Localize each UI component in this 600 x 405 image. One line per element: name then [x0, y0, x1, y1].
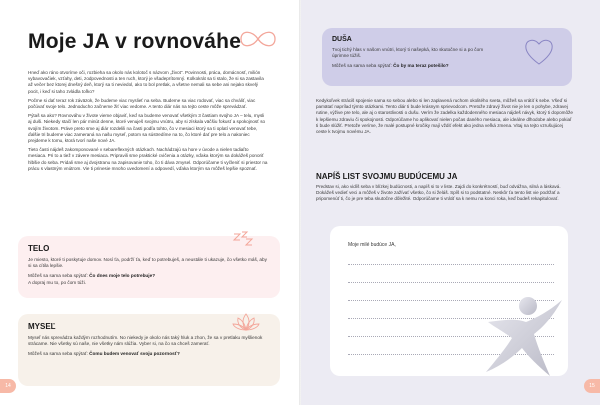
letter-greeting: Moje milé budúce JA, — [348, 242, 396, 248]
letter-heading: NAPÍŠ LIST SVOJMU BUDÚCEMU JA — [316, 172, 458, 181]
star-figure-illustration — [478, 292, 566, 378]
writing-line[interactable] — [348, 282, 554, 283]
letter-intro-text: Predstav si, ako vidíš seba v blízkej budúcnosti, a napíš si to v liste. Zajdi do konkrétností, buď odvážna, silná a láskavá. Dokážeš vedieť veci a môžeš v živote zažívať všetko, čo si želáš. Spíš si to podstatné. Neskôr ťa tento list vie podržať a pripomenúť ti, čo je pre teba skutočne dôležité. Odporúčame ti vrátiť sa k nemu na konci roka, keď budeš rekapitulovať. — [316, 184, 561, 202]
intro-paragraph: Hneď ako ráno otvoríme oči, rozbieha sa okolo nás kolotoč s názvom „život“. Povinnosti, práca, domácnosť, milión vybavovačiek, vzťahy, deti, zodpovednosti a ten ruch, ktorý je všadeprítomný. Kolkokrát sa ti stalo, že si sa zastavila až večer bez ktorej dnešný deň, ktorý sa ti neviedol, ako to bol pretlak, a všetne nemali sa sebe ani nejako skvelý pocit, i keď si taho zvládla toľko? — [28, 70, 264, 94]
writing-line[interactable] — [348, 264, 554, 265]
intro-paragraph: Pýtaš sa ako? Rovnováhu v živote vieme objaviť, keď sa budeme venovať všetkým 3 častiam svojho JA – telu, mysli aj duši. Niekedy stačí len pár minút denne, ktoré venuješ svojmu vnútru, aby si získala väčšiu fokusť a spokojnosť so svojím životom. Práve preto sme aj diár rozdelili na časti podľa tohto, čo v mesiaci ktorý sa ti oplatí venovať tebe, ďalšie tri budeme viac zameraná na našu myseľ, potom sa sústredíme na to, čo ktoré dať pre telo a nakoniec prejdeme k tomu, ktorá tvorí naše nové JA. — [28, 113, 266, 144]
right-body-text — [316, 98, 574, 138]
lotus-icon — [232, 312, 260, 332]
telo-ask-question: Čo dnes moje telo potrebuje? — [89, 273, 156, 279]
infinity-icon — [238, 28, 278, 50]
mysel-heading: MYSEĽ — [28, 322, 56, 331]
duse-ask-question: Čo by ma teraz potešilo? — [393, 63, 449, 69]
page-number-right: 15 — [584, 379, 600, 393]
intro-paragraph: Tieto časti nájdeš zakomponované v sebareflexných otázkach. Nachádzajú sa hore v úvode a nielen tadiaľto mesiaca. Pri to a tiež v závere mesiaca. Pripravili sme praktické cvičenia a otázky, vďaka ktorým sa dokážeš ponoriť hlbšie do seba. Pridali sme aj dvojstranu na zapisovanie toho, čo ti dáva zmysel. Odporúčame ti vyčleniť si priestor na prácu s vlastným vnútrom. Vie ti prinesie mnoho uvedomení a odpovedí, vďaka ktorým sa môžeš lepšie spoznať. — [28, 147, 268, 171]
heart-icon — [524, 38, 554, 66]
duse-text: Tvoj tichý hlas v našom vnútri, ktorý ti našepká, kto skutočne si a po čom úprimne túžiš. — [332, 47, 484, 59]
mysel-text: Myseľ nás sprevádza každým rozhodnutím. No niekedy je okolo nás taký hluk a zhon, že sa v pretlaku myšlienok strácame. Nie všetky sú naše, nie všetky nám slúžia. Vyber si, na čo sa chceš zamerať. — [28, 335, 263, 347]
mysel-ask-question: Čomu budem venovať svoju pozornosť? — [89, 351, 180, 357]
intro-paragraph: Počme si dať teraz rok záväzok, že budeme viac myslieť na seba. Budeme sa viac rodovať, viac sa chváliť, viac počúvať svoje telo. Jednoducho začneme žiť viac vedome. A tento diár nás na tejto ceste môže sprevádzať. — [28, 97, 256, 110]
telo-text: Je miesto, ktoré ti poskytuje domov. Nosí ťa, podrží ťa, keď to potrebuješ, a neustále ti ukazuje, čo všetko máš, aby si sa cítila lepšie. — [28, 257, 267, 269]
page-number-left: 14 — [0, 379, 16, 393]
zzz-icon — [232, 230, 254, 246]
mysel-ask-prefix: Môžeš sa sama seba spýtať: — [28, 351, 88, 357]
letter-intro — [316, 184, 574, 206]
page-title: Moje JA v rovnováhe — [28, 30, 242, 53]
intro-text — [28, 70, 268, 175]
duse-heading: DUŠA — [332, 36, 352, 43]
telo-ask-prefix: Môžeš sa sama seba spýtať: — [28, 273, 88, 279]
duse-ask-prefix: Môžeš sa sama seba spýtať: — [332, 63, 392, 69]
telo-heading: TELO — [28, 244, 50, 253]
telo-ask-tail: A dopraj mu to, po čom túži. — [28, 279, 87, 285]
telo-question — [28, 273, 270, 285]
mysel-question — [28, 351, 270, 357]
page-gutter — [299, 0, 301, 405]
right-paragraph: Kedykoľvek stráciš spojenie sama so sebou alebo si len zaplavená ruchom okolitého sveta, môžeš sa vrátiť k sebe. Všeď si pamätať naprílad týmto otázkami. Tento diár ti bude krásnym sprievodcom. Pretože zdravý život nie je len o pohybe, zdravej rutine, výžive pre telo, ale aj o starostlivosti o dušu. Verím že zadelka každodenného mesiaca nájdeš návyk, ktorý ti dopomôže k lepšiemu zdraviu či spokojnosti. Odporúčame ho aplikovať nielen počas daného mesiaca, ale ideálne dlhodobe alebo pokiaľ ti bude slúžiť. Pretože veríme, že malé postupné kročiky mají vždiť efekt ako jedna veľká zmena. Vitaj na tejto vzrušujúcej ceste k tvojmu novému JA. — [316, 98, 573, 135]
